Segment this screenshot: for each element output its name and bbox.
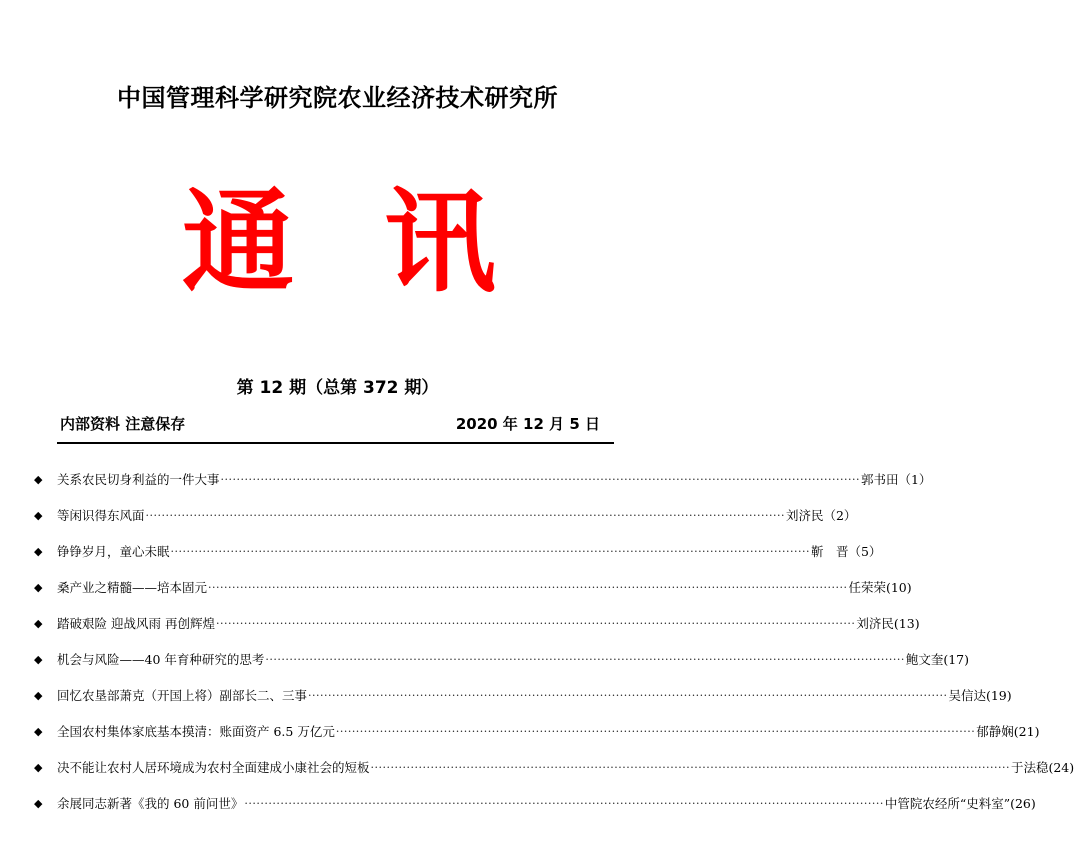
issue-number: 第 12 期（总第 372 期） <box>236 378 439 398</box>
toc-item-title: 回忆农垦部萧克（开国上将）副部长二、三事 <box>57 688 308 703</box>
classification-label: 内部资料 注意保存 <box>60 415 186 433</box>
leader-dots: ································································································································································ <box>215 617 856 630</box>
diamond-bullet-icon: ◆ <box>34 473 43 486</box>
leader-dots: ································································································································································ <box>220 473 860 486</box>
leader-dots: ································································································································································ <box>308 689 948 702</box>
diamond-bullet-icon: ◆ <box>34 725 43 738</box>
toc-item[interactable] <box>34 462 932 498</box>
toc-item[interactable] <box>34 786 1036 822</box>
toc-item-author: 吴信达(19) <box>948 688 1012 703</box>
toc-item-title: 全国农村集体家底基本摸清：账面资产 6.5 万亿元 <box>57 724 335 739</box>
toc-item[interactable] <box>34 498 857 534</box>
toc-item-title: 铮铮岁月，童心未眠 <box>57 544 170 559</box>
toc-item[interactable] <box>34 714 1040 750</box>
toc-item-author: 于法稳(24) <box>1010 760 1074 775</box>
toc-item[interactable] <box>34 534 882 570</box>
leader-dots: ································································································································································ <box>170 545 810 558</box>
diamond-bullet-icon: ◆ <box>34 761 43 774</box>
leader-dots: ································································································································································ <box>145 509 785 522</box>
meta-line <box>60 413 600 435</box>
diamond-bullet-icon: ◆ <box>34 509 43 522</box>
toc-item-author: 鲍文奎(17) <box>905 652 970 667</box>
leader-dots: ································································································································································ <box>208 581 848 594</box>
toc-item-title: 决不能让农村人居环境成为农村全面建成小康社会的短板 <box>57 760 370 775</box>
toc-item[interactable] <box>34 642 970 678</box>
issue-date: 2020 年 12 月 5 日 <box>455 415 600 433</box>
diamond-bullet-icon: ◆ <box>34 581 43 594</box>
masthead-char-1: 通 <box>182 177 294 308</box>
toc-item[interactable] <box>34 750 1074 786</box>
toc-item-author: 中管院农经所“史料室”(26) <box>884 796 1036 811</box>
toc-item-author: 刘济民（2） <box>785 508 857 523</box>
toc-item-title: 桑产业之精髓——培本固元 <box>57 580 208 595</box>
leader-dots: ································································································································································ <box>265 653 905 666</box>
toc-item-title: 余展同志新著《我的 60 前问世》 <box>57 796 244 811</box>
toc-item-author: 刘济民(13) <box>856 616 920 631</box>
masthead-char-2: 讯 <box>384 177 496 308</box>
toc-item-title: 等闲识得东风面 <box>57 508 145 523</box>
toc-item-author: 靳 晋（5） <box>810 544 882 559</box>
diamond-bullet-icon: ◆ <box>34 797 43 810</box>
masthead <box>0 178 675 308</box>
toc-item-author: 任荣荣(10) <box>848 580 912 595</box>
diamond-bullet-icon: ◆ <box>34 653 43 666</box>
toc-item-title: 踏破艰险 迎战风雨 再创辉煌 <box>57 616 215 631</box>
table-of-contents <box>34 462 1074 822</box>
leader-dots: ································································································································································ <box>335 725 976 738</box>
toc-item[interactable] <box>34 678 1012 714</box>
toc-item-title: 关系农民切身利益的一件大事 <box>57 472 220 487</box>
diamond-bullet-icon: ◆ <box>34 689 43 702</box>
toc-item-author: 郁静娴(21) <box>976 724 1040 739</box>
organization-title: 中国管理科学研究院农业经济技术研究所 <box>117 84 558 112</box>
leader-dots: ································································································································································ <box>370 761 1010 774</box>
divider-rule <box>57 442 614 444</box>
diamond-bullet-icon: ◆ <box>34 617 43 630</box>
leader-dots: ································································································································································ <box>244 797 884 810</box>
toc-item-title: 机会与风险——40 年育种研究的思考 <box>57 652 265 667</box>
toc-item[interactable] <box>34 570 912 606</box>
diamond-bullet-icon: ◆ <box>34 545 43 558</box>
toc-item[interactable] <box>34 606 920 642</box>
toc-item-author: 郭书田（1） <box>860 472 932 487</box>
